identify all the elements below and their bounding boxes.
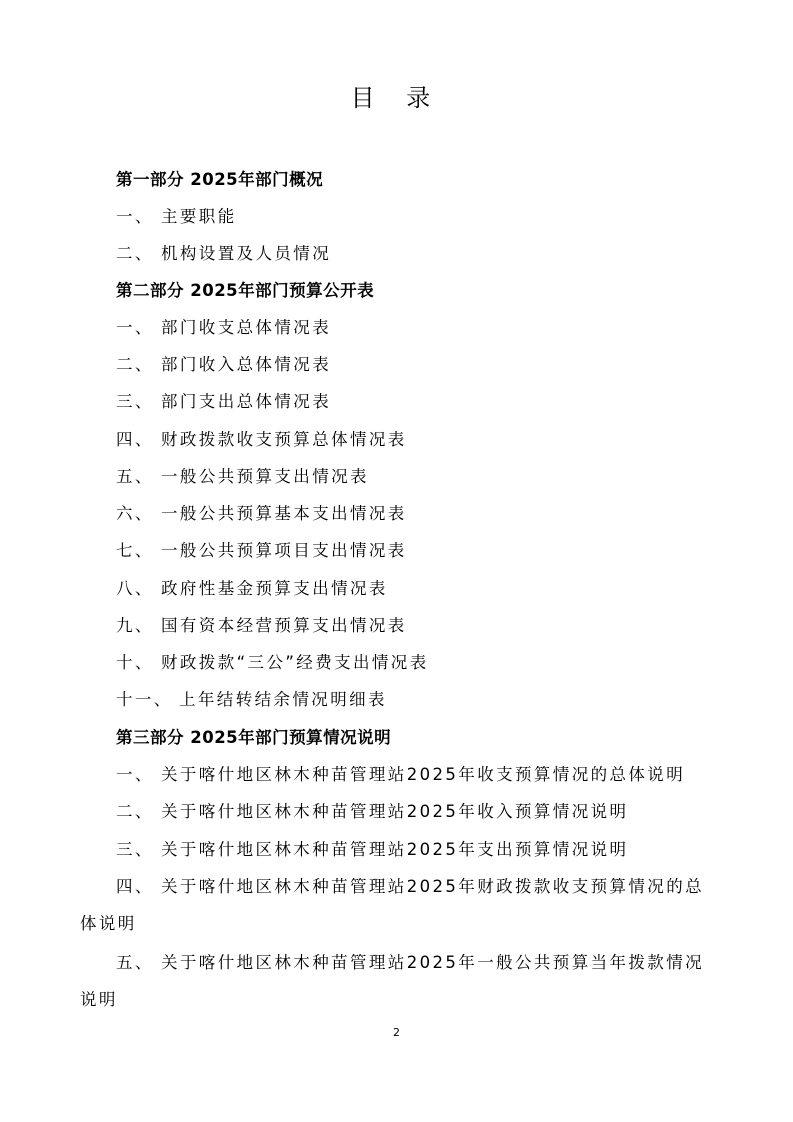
toc-item-number: 一、: [116, 207, 154, 226]
toc-item: [116, 353, 331, 377]
toc-item-text: 关于喀什地区林木种苗管理站2025年支出预算情况说明: [161, 840, 629, 859]
toc-item: [116, 838, 628, 862]
part3-heading: 第三部分 2025年部门预算情况说明: [116, 728, 392, 747]
toc-item-number: 十一、: [116, 690, 173, 709]
toc-item-text: 部门支出总体情况表: [161, 392, 332, 411]
toc-item-number: 八、: [116, 579, 154, 598]
toc-item-number: 十、: [116, 653, 154, 672]
part1-heading: 第一部分 2025年部门概况: [116, 170, 324, 189]
toc-item-number: 一、: [116, 765, 154, 784]
toc-item-text: 一般公共预算基本支出情况表: [161, 504, 407, 523]
toc-item: [80, 868, 720, 942]
toc-item: [116, 800, 628, 824]
toc-item-number: 二、: [116, 355, 154, 374]
toc-item-text: 部门收支总体情况表: [161, 318, 332, 337]
toc-item: [116, 502, 407, 526]
toc-item-text: 部门收入总体情况表: [161, 355, 332, 374]
toc-item: [116, 428, 407, 452]
toc-item-number: 五、: [116, 467, 154, 486]
toc-item: [116, 390, 331, 414]
toc-item: [116, 242, 331, 266]
toc-item-number: 七、: [116, 541, 154, 560]
toc-item: [116, 651, 429, 675]
toc-item-text: 一般公共预算项目支出情况表: [161, 541, 407, 560]
toc-item-text: 关于喀什地区林木种苗管理站2025年收支预算情况的总体说明: [161, 765, 686, 784]
toc-item-text: 关于喀什地区林木种苗管理站2025年一般公共预算当年拨款情况说明: [80, 953, 704, 1009]
toc-item-number: 四、: [116, 877, 154, 896]
toc-item-text: 政府性基金预算支出情况表: [161, 579, 388, 598]
toc-item: [116, 316, 331, 340]
toc-item-text: 关于喀什地区林木种苗管理站2025年财政拨款收支预算情况的总体说明: [80, 877, 704, 933]
toc-item-text: 主要职能: [161, 207, 237, 226]
toc-item-number: 一、: [116, 318, 154, 337]
toc-item-text: 财政拨款收支预算总体情况表: [161, 430, 407, 449]
toc-item: [116, 763, 685, 787]
toc-item-number: 三、: [116, 392, 154, 411]
toc-item-text: 关于喀什地区林木种苗管理站2025年收入预算情况说明: [161, 802, 629, 821]
toc-item: [80, 944, 720, 1018]
toc-item: [116, 205, 237, 229]
toc-item: [116, 539, 407, 563]
toc-item-number: 三、: [116, 840, 154, 859]
toc-item-number: 五、: [116, 953, 154, 972]
part2-heading: 第二部分 2025年部门预算公开表: [116, 281, 375, 300]
toc-item: [116, 577, 388, 601]
toc-item: [116, 614, 407, 638]
toc-item-number: 二、: [116, 244, 154, 263]
toc-item-number: 四、: [116, 430, 154, 449]
toc-item: [116, 465, 369, 489]
toc-item-text: 财政拨款“三公”经费支出情况表: [161, 653, 429, 672]
toc-title: 目 录: [350, 84, 443, 112]
toc-item: [116, 688, 387, 712]
toc-item-text: 上年结转结余情况明细表: [179, 690, 387, 709]
page-number: 2: [393, 1026, 400, 1039]
toc-item-number: 二、: [116, 802, 154, 821]
toc-item-number: 九、: [116, 616, 154, 635]
toc-item-number: 六、: [116, 504, 154, 523]
toc-item-text: 一般公共预算支出情况表: [161, 467, 369, 486]
toc-item-text: 国有资本经营预算支出情况表: [161, 616, 407, 635]
toc-item-text: 机构设置及人员情况: [161, 244, 332, 263]
